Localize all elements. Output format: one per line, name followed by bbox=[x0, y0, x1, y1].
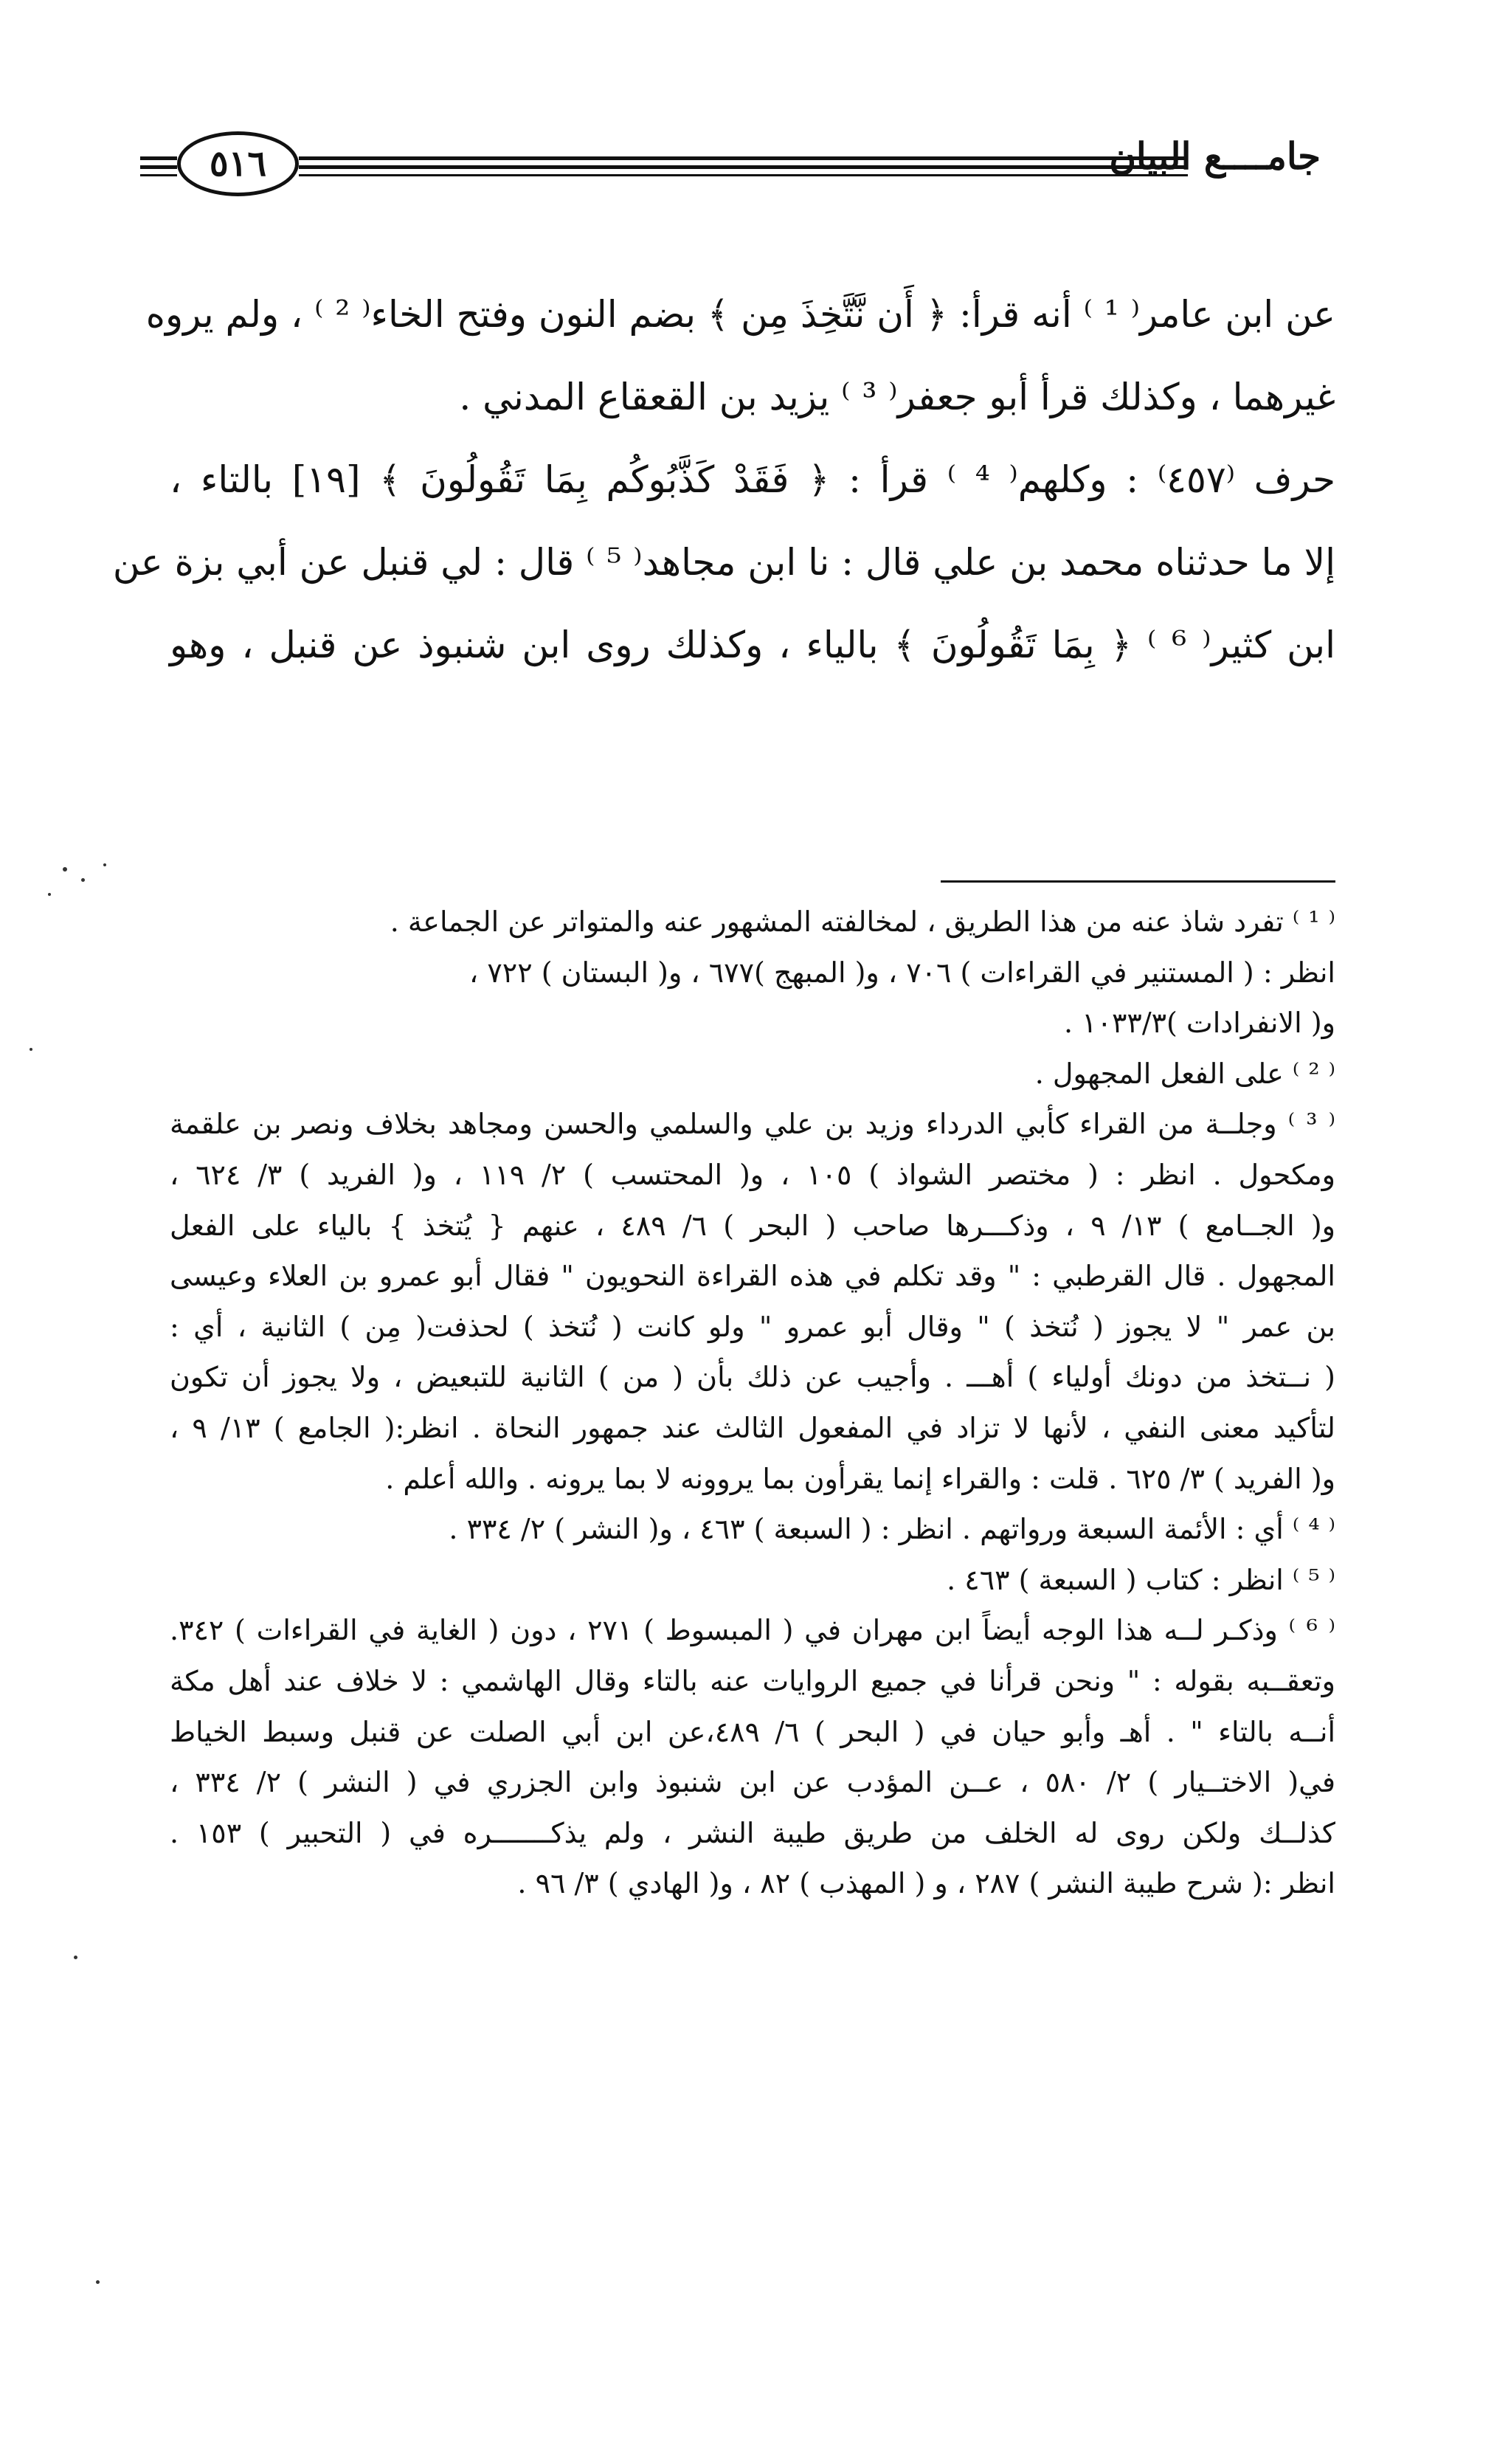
footnote-line: ⁽ ⁶ ⁾ وذكـر لــه هذا الوجه أيضاً ابن مهران في ( المبسوط ) ٢٧١ ، دون ( الغاية في القراءات ) ٣٤٢. bbox=[170, 1614, 1335, 1647]
scan-speck bbox=[74, 1956, 77, 1959]
footnote-line: ⁽ ² ⁾ على الفعل المجهول . bbox=[1034, 1057, 1335, 1090]
footnote-line: انظر : ( المستنير في القراءات ) ٧٠٦ ، و( المبهج )٦٧٧ ، و( البستان ) ٧٢٢ ، bbox=[469, 956, 1335, 989]
header-rule bbox=[140, 174, 177, 176]
scan-speck bbox=[48, 893, 51, 896]
footnote-line: انظر :( شرح طيبة النشر ) ٢٨٧ ، و ( المهذب ) ٨٢ ، و( الهادي ) ٣/ ٩٦ . bbox=[517, 1867, 1335, 1900]
footnote-line: في( الاختــيار ) ٢/ ٥٨٠ ، عــن المؤدب عن ابن شنبوذ وابن الجزري في ( النشر ) ٢/ ٣٣٤ ، bbox=[170, 1766, 1335, 1799]
book-title: جامــــع البيان bbox=[1109, 134, 1321, 178]
footnote-line: وتعقــبه بقوله : " ونحن قرأنا في جميع الروايات عنه بالتاء وقال الهاشمي : لا خلاف عند أهل مكة bbox=[170, 1664, 1335, 1697]
footnote-line: ⁽ ³ ⁾ وجلــة من القراء كأبي الدرداء وزيد بن علي والسلمي والحسن ومجاهد بخلاف ونصر بن علقمة bbox=[170, 1108, 1335, 1141]
footnote-line: كذلــك ولكن روى له الخلف من طريق طيبة النشر ، ولم يذكـــــــره في ( التحبير ) ١٥٣ . bbox=[170, 1816, 1335, 1849]
footnote-line: بن عمر " لا يجوز ( نُتخذ ) " وقال أبو عمرو " ولو كانت ( نُتخذ ) لحذفت( مِن ) الثانية ، أي : bbox=[170, 1310, 1335, 1343]
header-rule bbox=[299, 165, 1188, 169]
footnote-line: ⁽ ¹ ⁾ تفرد شاذ عنه من هذا الطريق ، لمخالفته المشهور عنه والمتواتر عن الجماعة . bbox=[390, 905, 1335, 938]
footnote-line: أنــه بالتاء " . أهـ وأبو حيان في ( البحر ) ٦/ ٤٨٩،عن ابن أبي الصلت عن قنبل وسبط الخياط bbox=[170, 1715, 1336, 1748]
footnote-line: المجهول . قال القرطبي : " وقد تكلم في هذه القراءة النحويون " فقال أبو عمرو بن العلاء وعيسى bbox=[170, 1260, 1335, 1293]
main-text-line: غيرهما ، وكذلك قرأ أبو جعفر⁽ ³ ⁾ يزيد بن القعقاع المدني . bbox=[459, 376, 1335, 418]
footnote-line: و( الانفرادات )١٠٣٣/٣ . bbox=[1064, 1007, 1335, 1040]
footnote-line: ⁽ ⁴ ⁾ أي : الأئمة السبعة ورواتهم . انظر : ( السبعة ) ٤٦٣ ، و( النشر ) ٢/ ٣٣٤ . bbox=[449, 1513, 1335, 1546]
scan-speck bbox=[81, 878, 85, 882]
header-rule bbox=[140, 156, 177, 160]
header-rule bbox=[299, 174, 1188, 176]
main-text-line: عن ابن عامر⁽ ¹ ⁾ أنه قرأ: ﴿ أَن نَّتَّخِذَ مِن ﴾ بضم النون وفتح الخاء⁽ ² ⁾ ، ولم يروه bbox=[145, 293, 1335, 336]
footnote-line: و( الفريد ) ٣/ ٦٢٥ . قلت : والقراء إنما يقرأون بما يروونه لا بما يرونه . والله أعلم . bbox=[385, 1462, 1335, 1495]
scan-speck bbox=[103, 863, 106, 866]
footnotes bbox=[170, 897, 1335, 1909]
footnote-line: ⁽ ⁵ ⁾ انظر : كتاب ( السبعة ) ٤٦٣ . bbox=[947, 1563, 1335, 1596]
main-text-line: ابن كثير⁽ ⁶ ⁾ ﴿ بِمَا تَقُولُونَ ﴾ بالياء ، وكذلك روى ابن شنبوذ عن قنبل ، وهو bbox=[170, 624, 1335, 666]
main-text-line: حرف ⁽٤٥٧⁾ : وكلهم⁽ ⁴ ⁾ قرأ : ﴿ فَقَدْ كَذَّبُوكُم بِمَا تَقُولُونَ ﴾ [١٩] بالتاء ، bbox=[170, 458, 1335, 501]
header-rule bbox=[299, 156, 1188, 160]
footnote-line: ومكحول . انظر : ( مختصر الشواذ ) ١٠٥ ، و( المحتسب ) ٢/ ١١٩ ، و( الفريد ) ٣/ ٦٢٤ ، bbox=[170, 1158, 1335, 1191]
page-header bbox=[140, 125, 1321, 207]
main-text-line: إلا ما حدثناه محمد بن علي قال : نا ابن مجاهد⁽ ⁵ ⁾ قال : لي قنبل عن أبي بزة عن bbox=[112, 541, 1335, 584]
main-text bbox=[112, 273, 1335, 686]
scan-speck bbox=[30, 1048, 32, 1051]
page-number: ٥١٦ bbox=[177, 131, 299, 196]
scan-speck bbox=[63, 867, 67, 872]
footnote-separator bbox=[941, 880, 1335, 883]
scan-speck bbox=[96, 2280, 100, 2284]
footnote-line: ( نــتخذ من دونك أولياء ) أهـــ . وأجيب عن ذلك بأن ( من ) الثانية للتبعيض ، ولا يجوز أن تكون bbox=[170, 1361, 1335, 1394]
header-rule bbox=[140, 165, 177, 169]
footnote-line: و( الجــامع ) ١٣/ ٩ ، وذكـــرها صاحب ( البحر ) ٦/ ٤٨٩ ، عنهم { يُتخذ } بالياء على الفعل bbox=[170, 1209, 1335, 1242]
footnote-line: لتأكيد معنى النفي ، لأنها لا تزاد في المفعول الثالث عند جمهور النحاة . انظر:( الجامع ) ١٣/ ٩ ، bbox=[170, 1411, 1335, 1444]
